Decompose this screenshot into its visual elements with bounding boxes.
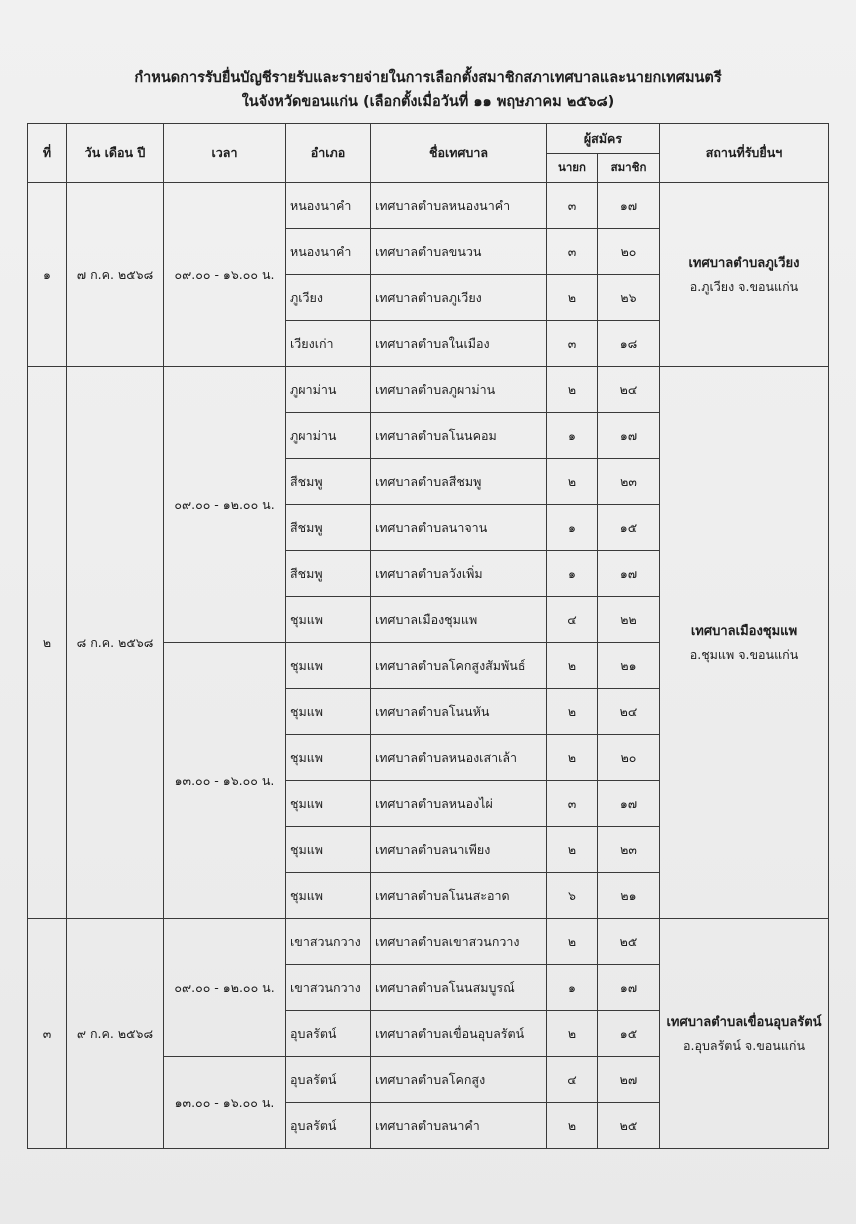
row-place-cell [660, 919, 829, 1149]
row-mayor-count-cell: ๒ [547, 1011, 598, 1057]
row-time-cell: ๐๙.๐๐ - ๑๒.๐๐ น. [164, 367, 286, 643]
row-municipality-cell: เทศบาลตำบลโนนสะอาด [371, 873, 547, 919]
row-time-cell: ๐๙.๐๐ - ๑๖.๐๐ น. [164, 183, 286, 367]
row-member-count-cell: ๒๕ [598, 1103, 660, 1149]
row-municipality-cell: เทศบาลตำบลโนนหัน [371, 689, 547, 735]
row-mayor-count-cell: ๑ [547, 965, 598, 1011]
row-no-cell: ๒ [28, 367, 67, 919]
title-line-2: ในจังหวัดขอนแก่น (เลือกตั้งเมื่อวันที่ ๑๑ พฤษภาคม ๒๕๖๘) [241, 94, 615, 110]
row-mayor-count-cell: ๒ [547, 1103, 598, 1149]
header-member: สมาชิก [598, 154, 660, 183]
row-municipality-cell: เทศบาลตำบลภูผาม่าน [371, 367, 547, 413]
title-line-1: กำหนดการรับยื่นบัญชีรายรับและรายจ่ายในการเลือกตั้งสมาชิกสภาเทศบาลและนายกเทศมนตรี [134, 70, 722, 86]
row-municipality-cell: เทศบาลตำบลหนองเสาเล้า [371, 735, 547, 781]
row-district-cell: ชุมแพ [286, 781, 371, 827]
row-district-cell: ชุมแพ [286, 827, 371, 873]
row-mayor-count-cell: ๒ [547, 689, 598, 735]
row-member-count-cell: ๑๕ [598, 505, 660, 551]
row-mayor-count-cell: ๔ [547, 597, 598, 643]
row-member-count-cell: ๒๑ [598, 873, 660, 919]
row-date-cell: ๙ ก.ค. ๒๕๖๘ [67, 919, 164, 1149]
row-member-count-cell: ๑๗ [598, 781, 660, 827]
row-mayor-count-cell: ๓ [547, 229, 598, 275]
row-mayor-count-cell: ๑ [547, 505, 598, 551]
row-municipality-cell: เทศบาลตำบลนาจาน [371, 505, 547, 551]
row-mayor-count-cell: ๖ [547, 873, 598, 919]
row-place-cell [660, 183, 829, 367]
row-member-count-cell: ๑๘ [598, 321, 660, 367]
header-time: เวลา [164, 124, 286, 183]
row-mayor-count-cell: ๑ [547, 551, 598, 597]
row-district-cell: เขาสวนกวาง [286, 965, 371, 1011]
document-title [0, 66, 856, 114]
row-member-count-cell: ๒๔ [598, 689, 660, 735]
header-mayor: นายก [547, 154, 598, 183]
row-member-count-cell: ๒๔ [598, 367, 660, 413]
row-member-count-cell: ๒๖ [598, 275, 660, 321]
row-date-cell: ๘ ก.ค. ๒๕๖๘ [67, 367, 164, 919]
row-member-count-cell: ๒๕ [598, 919, 660, 965]
row-municipality-cell: เทศบาลตำบลโคกสูงสัมพันธ์ [371, 643, 547, 689]
place-name: เทศบาลตำบลเขื่อนอุบลรัตน์ [666, 1015, 822, 1030]
row-municipality-cell: เทศบาลตำบลนาคำ [371, 1103, 547, 1149]
table-row [28, 183, 829, 229]
place-name: เทศบาลตำบลภูเวียง [688, 256, 800, 271]
table-header [28, 124, 829, 183]
row-district-cell: ชุมแพ [286, 873, 371, 919]
table-row [28, 919, 829, 965]
row-time-cell: ๑๓.๐๐ - ๑๖.๐๐ น. [164, 643, 286, 919]
row-member-count-cell: ๑๗ [598, 551, 660, 597]
row-member-count-cell: ๑๕ [598, 1011, 660, 1057]
header-no: ที่ [28, 124, 67, 183]
row-member-count-cell: ๒๑ [598, 643, 660, 689]
row-mayor-count-cell: ๔ [547, 1057, 598, 1103]
row-mayor-count-cell: ๒ [547, 735, 598, 781]
row-district-cell: ชุมแพ [286, 689, 371, 735]
row-member-count-cell: ๒๗ [598, 1057, 660, 1103]
row-member-count-cell: ๒๐ [598, 229, 660, 275]
place-address: อ.อุบลรัตน์ จ.ขอนแก่น [683, 1038, 805, 1053]
row-member-count-cell: ๑๗ [598, 965, 660, 1011]
row-district-cell: สีชมพู [286, 505, 371, 551]
row-no-cell: ๑ [28, 183, 67, 367]
row-time-cell: ๑๓.๐๐ - ๑๖.๐๐ น. [164, 1057, 286, 1149]
row-mayor-count-cell: ๒ [547, 459, 598, 505]
row-municipality-cell: เทศบาลตำบลเขาสวนกวาง [371, 919, 547, 965]
row-mayor-count-cell: ๒ [547, 919, 598, 965]
row-district-cell: ชุมแพ [286, 735, 371, 781]
header-date: วัน เดือน ปี [67, 124, 164, 183]
row-member-count-cell: ๒๓ [598, 827, 660, 873]
row-district-cell: สีชมพู [286, 459, 371, 505]
row-member-count-cell: ๒๒ [598, 597, 660, 643]
header-candidates: ผู้สมัคร [547, 124, 660, 154]
row-municipality-cell: เทศบาลตำบลขนวน [371, 229, 547, 275]
row-municipality-cell: เทศบาลตำบลนาเพียง [371, 827, 547, 873]
row-mayor-count-cell: ๒ [547, 643, 598, 689]
row-district-cell: หนองนาคำ [286, 183, 371, 229]
row-municipality-cell: เทศบาลตำบลโนนคอม [371, 413, 547, 459]
place-name: เทศบาลเมืองชุมแพ [690, 624, 798, 639]
row-district-cell: อุบลรัตน์ [286, 1103, 371, 1149]
row-mayor-count-cell: ๑ [547, 413, 598, 459]
row-mayor-count-cell: ๒ [547, 275, 598, 321]
row-mayor-count-cell: ๒ [547, 827, 598, 873]
row-municipality-cell: เทศบาลตำบลวังเพิ่ม [371, 551, 547, 597]
row-municipality-cell: เทศบาลตำบลเขื่อนอุบลรัตน์ [371, 1011, 547, 1057]
row-municipality-cell: เทศบาลตำบลโคกสูง [371, 1057, 547, 1103]
row-district-cell: หนองนาคำ [286, 229, 371, 275]
row-time-cell: ๐๙.๐๐ - ๑๒.๐๐ น. [164, 919, 286, 1057]
row-date-cell: ๗ ก.ค. ๒๕๖๘ [67, 183, 164, 367]
row-member-count-cell: ๒๐ [598, 735, 660, 781]
header-district: อำเภอ [286, 124, 371, 183]
header-municipality: ชื่อเทศบาล [371, 124, 547, 183]
row-district-cell: อุบลรัตน์ [286, 1057, 371, 1103]
table-body [28, 183, 829, 1149]
row-district-cell: ภูผาม่าน [286, 413, 371, 459]
table-row [28, 367, 829, 413]
row-district-cell: ภูผาม่าน [286, 367, 371, 413]
row-place-cell [660, 367, 829, 919]
header-place: สถานที่รับยื่นฯ [660, 124, 829, 183]
row-district-cell: เวียงเก่า [286, 321, 371, 367]
row-district-cell: สีชมพู [286, 551, 371, 597]
row-no-cell: ๓ [28, 919, 67, 1149]
row-member-count-cell: ๑๗ [598, 413, 660, 459]
row-municipality-cell: เทศบาลตำบลหนองไผ่ [371, 781, 547, 827]
place-address: อ.ชุมแพ จ.ขอนแก่น [689, 647, 799, 662]
row-mayor-count-cell: ๓ [547, 183, 598, 229]
row-district-cell: ชุมแพ [286, 643, 371, 689]
row-municipality-cell: เทศบาลตำบลหนองนาคำ [371, 183, 547, 229]
row-district-cell: อุบลรัตน์ [286, 1011, 371, 1057]
row-municipality-cell: เทศบาลตำบลภูเวียง [371, 275, 547, 321]
row-municipality-cell: เทศบาลตำบลในเมือง [371, 321, 547, 367]
row-mayor-count-cell: ๓ [547, 321, 598, 367]
place-address: อ.ภูเวียง จ.ขอนแก่น [689, 279, 799, 294]
row-mayor-count-cell: ๒ [547, 367, 598, 413]
row-municipality-cell: เทศบาลตำบลโนนสมบูรณ์ [371, 965, 547, 1011]
schedule-table [27, 123, 829, 1149]
row-municipality-cell: เทศบาลเมืองชุมแพ [371, 597, 547, 643]
row-district-cell: ชุมแพ [286, 597, 371, 643]
row-member-count-cell: ๑๗ [598, 183, 660, 229]
row-member-count-cell: ๒๓ [598, 459, 660, 505]
row-district-cell: ภูเวียง [286, 275, 371, 321]
row-municipality-cell: เทศบาลตำบลสีชมพู [371, 459, 547, 505]
row-district-cell: เขาสวนกวาง [286, 919, 371, 965]
row-mayor-count-cell: ๓ [547, 781, 598, 827]
